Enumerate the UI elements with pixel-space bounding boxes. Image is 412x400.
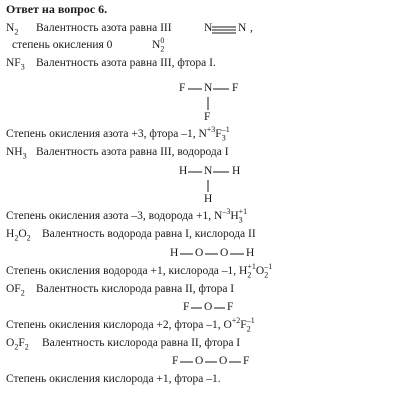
- n2-struct-left: N: [204, 22, 213, 34]
- nf3-ox-line: Степень окисления азота +3, фтора –1, $N^{+3}F_3^{-1}$: [6, 125, 230, 143]
- h2o2-atom-3: O: [220, 247, 229, 259]
- nf3-struct-center: N: [204, 82, 213, 94]
- o2f2-formula: $O_2F_2$: [6, 337, 29, 352]
- of2-atom-3: F: [227, 301, 234, 313]
- o2f2-atom-4: F: [243, 355, 250, 367]
- of2-formula: $OF_2$: [6, 283, 25, 298]
- o2f2-atom-1: F: [172, 355, 179, 367]
- of2-atom-1: F: [183, 301, 190, 313]
- nf3-struct-right: F: [232, 82, 239, 94]
- nf3-struct-bottom: F: [204, 111, 211, 123]
- o2f2-valence: Валентность кислорода равна II, фтора I: [42, 337, 241, 349]
- of2-ox-line: Степень окисления кислорода +2, фтора –1, $O^{+2}F_2^{-1}$: [6, 316, 255, 334]
- n2-ox-text: степень окисления 0: [12, 39, 113, 51]
- of2-atom-2: O: [204, 301, 213, 313]
- n2-formula: N: [6, 22, 15, 34]
- n2-ox-formula: $N_2^0$: [152, 36, 165, 54]
- h2o2-valence: Валентность водорода равна I, кислорода II: [42, 228, 256, 240]
- answer-title: Ответ на вопрос 6.: [6, 2, 108, 16]
- o2f2-atom-3: O: [219, 355, 228, 367]
- nh3-struct-left: H: [179, 165, 188, 177]
- n2-valence: Валентность азота равна III: [36, 22, 172, 34]
- h2o2-formula: $H_2O_2$: [6, 228, 31, 243]
- h2o2-atom-2: O: [195, 247, 204, 259]
- nh3-struct-bottom: H: [204, 193, 213, 205]
- n2-line: $N_2$: [6, 22, 19, 37]
- h2o2-atom-4: H: [246, 247, 255, 259]
- o2f2-ox-line: Степень окисления кислорода +1, фтора –1.: [6, 373, 221, 385]
- n2-struct-tail: ,: [250, 22, 253, 34]
- nh3-valence: Валентность азота равна III, водорода I: [36, 146, 229, 158]
- h2o2-atom-1: H: [170, 247, 179, 259]
- nh3-formula: $NH_3$: [6, 146, 27, 161]
- nh3-ox-line: Степень окисления азота –3, водорода +1, $N^{-3}H_3^{+1}$: [6, 207, 248, 225]
- nf3-valence: Валентность азота равна III, фтора I.: [36, 57, 216, 69]
- nh3-struct-right: H: [232, 165, 241, 177]
- nh3-struct-center: N: [204, 165, 213, 177]
- nf3-struct-left: F: [179, 82, 186, 94]
- of2-valence: Валентность кислорода равна II, фтора I: [36, 283, 235, 295]
- h2o2-ox-line: Степень окисления водорода +1, кислорода –1, $H_2^{+1}O_2^{-1}$: [6, 262, 273, 280]
- nf3-formula: $NF_3$: [6, 57, 25, 72]
- o2f2-atom-2: O: [195, 355, 204, 367]
- n2-struct-right: N: [238, 22, 247, 34]
